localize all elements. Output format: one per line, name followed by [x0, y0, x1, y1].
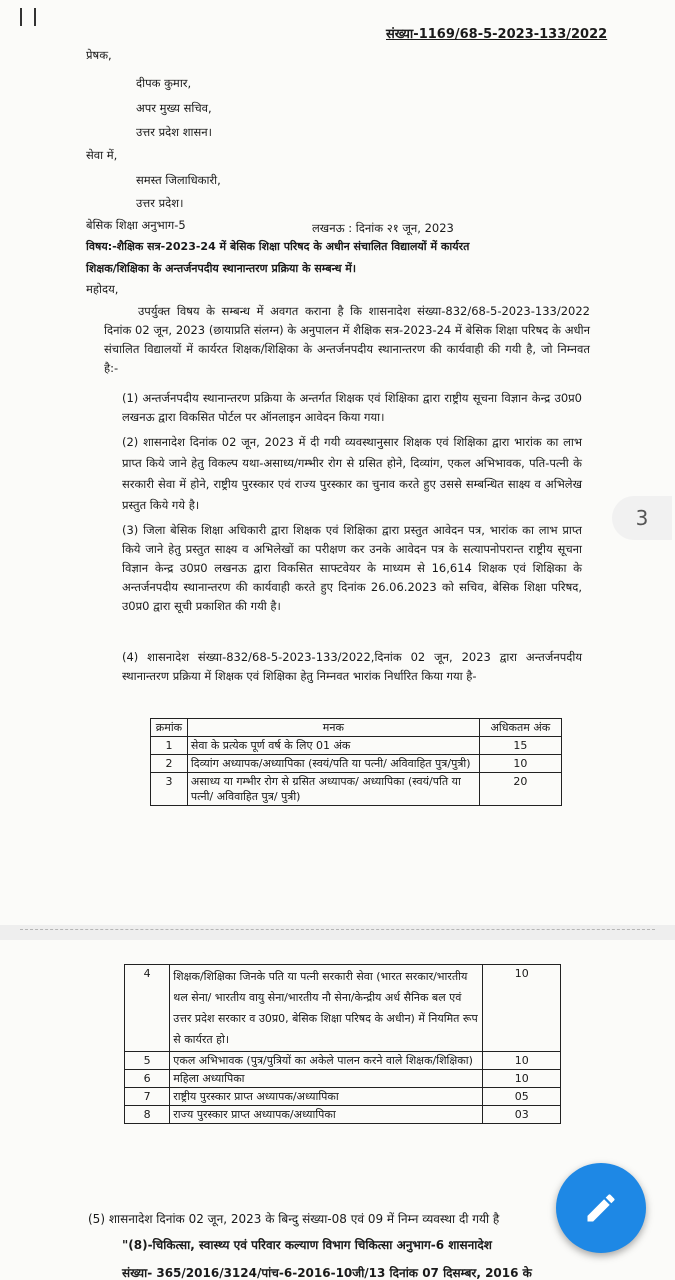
point-2: (2) शासनादेश दिनांक 02 जून, 2023 में दी गयी व्यवस्थानुसार शिक्षक एवं शिक्षिका द्वारा भारांक का लाभ प्राप्त किये जाने हेतु विकल्प यथा-असाध्य/गम्भीर रोग से ग्रसित होने, दिव्यांग, एकल अभिभावक, पति-पत्नी के सरकारी सेवा में होने, राष्ट्रीय पुरस्कार एवं राज्य पुरस्कार का चुनाव करते हुए उससे सम्बन्धित साक्ष्य व अभिलेख प्रस्तुत किये गये है। — [122, 435, 582, 512]
table-row — [125, 1088, 561, 1106]
point-5-quote: "(8)-चिकित्सा, स्वास्थ्य एवं परिवार कल्याण विभाग चिकित्सा अनुभाग-6 शासनादेश — [122, 1238, 492, 1252]
sender-label: प्रेषक, — [86, 48, 112, 62]
row-criteria: दिव्यांग अध्यापक/अध्यापिका (स्वयं/पति या पत्नी/ अविवाहित पुत्र/पुत्री) — [187, 755, 479, 773]
row-serial: 8 — [125, 1106, 170, 1124]
to-label: सेवा में, — [86, 148, 118, 162]
table-row — [125, 965, 561, 1052]
point-1: (1) अन्तर्जनपदीय स्थानान्तरण प्रक्रिया के अन्तर्गत शिक्षक एवं शिक्षिका द्वारा राष्ट्रीय सूचना विज्ञान केन्द्र उ0प्र0 लखनऊ द्वारा विकसित पोर्टल पर ऑनलाइन आवेदन किया गया। — [122, 391, 582, 424]
subject-line-1: विषय:-शैक्षिक सत्र-2023-24 में बेसिक शिक्षा परिषद के अधीन संचालित विद्यालयों में कार्यरत — [86, 240, 470, 253]
reference-number: संख्या-1169/68-5-2023-133/2022 — [386, 27, 608, 42]
sender-name: दीपक कुमार, — [136, 76, 192, 90]
row-marks: 05 — [483, 1088, 561, 1106]
header-max-marks: अधिकतम अंक — [479, 719, 561, 737]
page-gap — [0, 925, 675, 940]
row-marks: 15 — [479, 737, 561, 755]
marks-table-continued — [124, 964, 561, 1124]
point-5-cut-line: संख्या- 365/2016/3124/पांच-6-2016-10जी/13 दिनांक 07 दिसम्बर, 2016 के — [122, 1266, 532, 1280]
row-criteria: एकल अभिभावक (पुत्र/पुत्रियों का अकेले पालन करने वाले शिक्षक/शिक्षिका) — [170, 1052, 483, 1070]
point-5: (5) शासनादेश दिनांक 02 जून, 2023 के बिन्दु संख्या-08 एवं 09 में निम्न व्यवस्था दी गयी है — [88, 1212, 500, 1226]
marks-table — [150, 718, 562, 806]
table-row — [151, 773, 562, 806]
row-criteria: महिला अध्यापिका — [170, 1070, 483, 1088]
edit-pencil-icon — [583, 1190, 619, 1226]
intro-paragraph: उपर्युक्त विषय के सम्बन्ध में अवगत कराना है कि शासनादेश संख्या-832/68-5-2023-133/2022 दिनांक 02 जून, 2023 (छायाप्रति संलग्न) के अनुपालन में शैक्षिक सत्र-2023-24 में बेसिक शिक्षा परिषद के अधीन संचालित विद्यालयों में कार्यरत शिक्षक/शिक्षिका के अन्तर्जनपदीय स्थानान्तरण की कार्यवाही की गयी है, जो निम्नवत है:- — [104, 304, 590, 375]
row-criteria: राज्य पुरस्कार प्राप्त अध्यापक/अध्यापिका — [170, 1106, 483, 1124]
row-serial: 7 — [125, 1088, 170, 1106]
table-row — [151, 737, 562, 755]
row-criteria: असाध्य या गम्भीर रोग से ग्रसित अध्यापक/ अध्यापिका (स्वयं/पति या पत्नी/ अविवाहित पुत्र/ पुत्री) — [187, 773, 479, 806]
table-row — [125, 1106, 561, 1124]
table-row — [125, 1052, 561, 1070]
salutation: महोदय, — [86, 282, 119, 296]
row-serial: 6 — [125, 1070, 170, 1088]
row-criteria: सेवा के प्रत्येक पूर्ण वर्ष के लिए 01 अंक — [187, 737, 479, 755]
edit-fab-button[interactable] — [556, 1163, 646, 1253]
place-date: लखनऊ : दिनांक २१ जून, 2023 — [312, 221, 454, 235]
point-4: (4) शासनादेश संख्या-832/68-5-2023-133/2022,दिनांक 02 जून, 2023 द्वारा अन्तर्जनपदीय स्थानान्तरण प्रक्रिया में शिक्षक एवं शिक्षिका हेतु निम्नवत भारांक निर्धारित किया गया है- — [122, 650, 582, 683]
row-criteria: शिक्षक/शिक्षिका जिनके पति या पत्नी सरकारी सेवा (भारत सरकार/भारतीय थल सेना/ भारतीय वायु सेना/भारतीय नौ सेना/केन्द्रीय अर्ध सैनिक बल एवं उत्तर प्रदेश सरकार व उ0प्र0, बेसिक शिक्षा परिषद के अधीन) में नियमित रूप से कार्यरत हो। — [170, 965, 483, 1052]
page-margin-mark — [20, 8, 36, 26]
recipient-line-1: समस्त जिलाधिकारी, — [136, 173, 221, 187]
row-serial: 5 — [125, 1052, 170, 1070]
row-marks: 20 — [479, 773, 561, 806]
row-marks: 10 — [483, 965, 561, 1052]
row-marks: 10 — [483, 1070, 561, 1088]
page-break-line — [20, 929, 655, 930]
row-marks: 03 — [483, 1106, 561, 1124]
row-marks: 10 — [479, 755, 561, 773]
table-row — [151, 755, 562, 773]
row-serial: 3 — [151, 773, 188, 806]
row-marks: 10 — [483, 1052, 561, 1070]
section-name: बेसिक शिक्षा अनुभाग-5 — [86, 218, 186, 232]
table-header-row — [151, 719, 562, 737]
row-serial: 2 — [151, 755, 188, 773]
recipient-line-2: उत्तर प्रदेश। — [136, 196, 184, 210]
table-row — [125, 1070, 561, 1088]
sender-designation: अपर मुख्य सचिव, — [136, 101, 212, 115]
row-criteria: राष्ट्रीय पुरस्कार प्राप्त अध्यापक/अध्यापिका — [170, 1088, 483, 1106]
row-serial: 1 — [151, 737, 188, 755]
subject-line-2: शिक्षक/शिक्षिका के अन्तर्जनपदीय स्थानान्तरण प्रक्रिया के सम्बन्ध में। — [86, 262, 357, 275]
header-criteria: मनक — [187, 719, 479, 737]
header-serial: क्रमांक — [151, 719, 188, 737]
sender-org: उत्तर प्रदेश शासन। — [136, 125, 213, 139]
page-indicator: 3 — [612, 496, 672, 540]
point-3: (3) जिला बेसिक शिक्षा अधिकारी द्वारा शिक्षक एवं शिक्षिका द्वारा प्रस्तुत आवेदन पत्र, भारांक का लाभ प्राप्त किये जाने हेतु प्रस्तुत साक्ष्य व अभिलेखों का परीक्षण कर उनके आवेदन पत्र के सत्यापनोपरान्त राष्ट्रीय सूचना विज्ञान केन्द्र उ0प्र0 लखनऊ द्वारा विकसित साफ्टवेयर के माध्यम से 16,614 शिक्षक एवं शिक्षिका के अन्तर्जनपदीय स्थानान्तरण की कार्यवाही करते हुए दिनांक 26.06.2023 को सचिव, बेसिक शिक्षा परिषद, उ0प्र0 द्वारा सूची प्रकाशित की गयी है। — [122, 523, 582, 613]
row-serial: 4 — [125, 965, 170, 1052]
